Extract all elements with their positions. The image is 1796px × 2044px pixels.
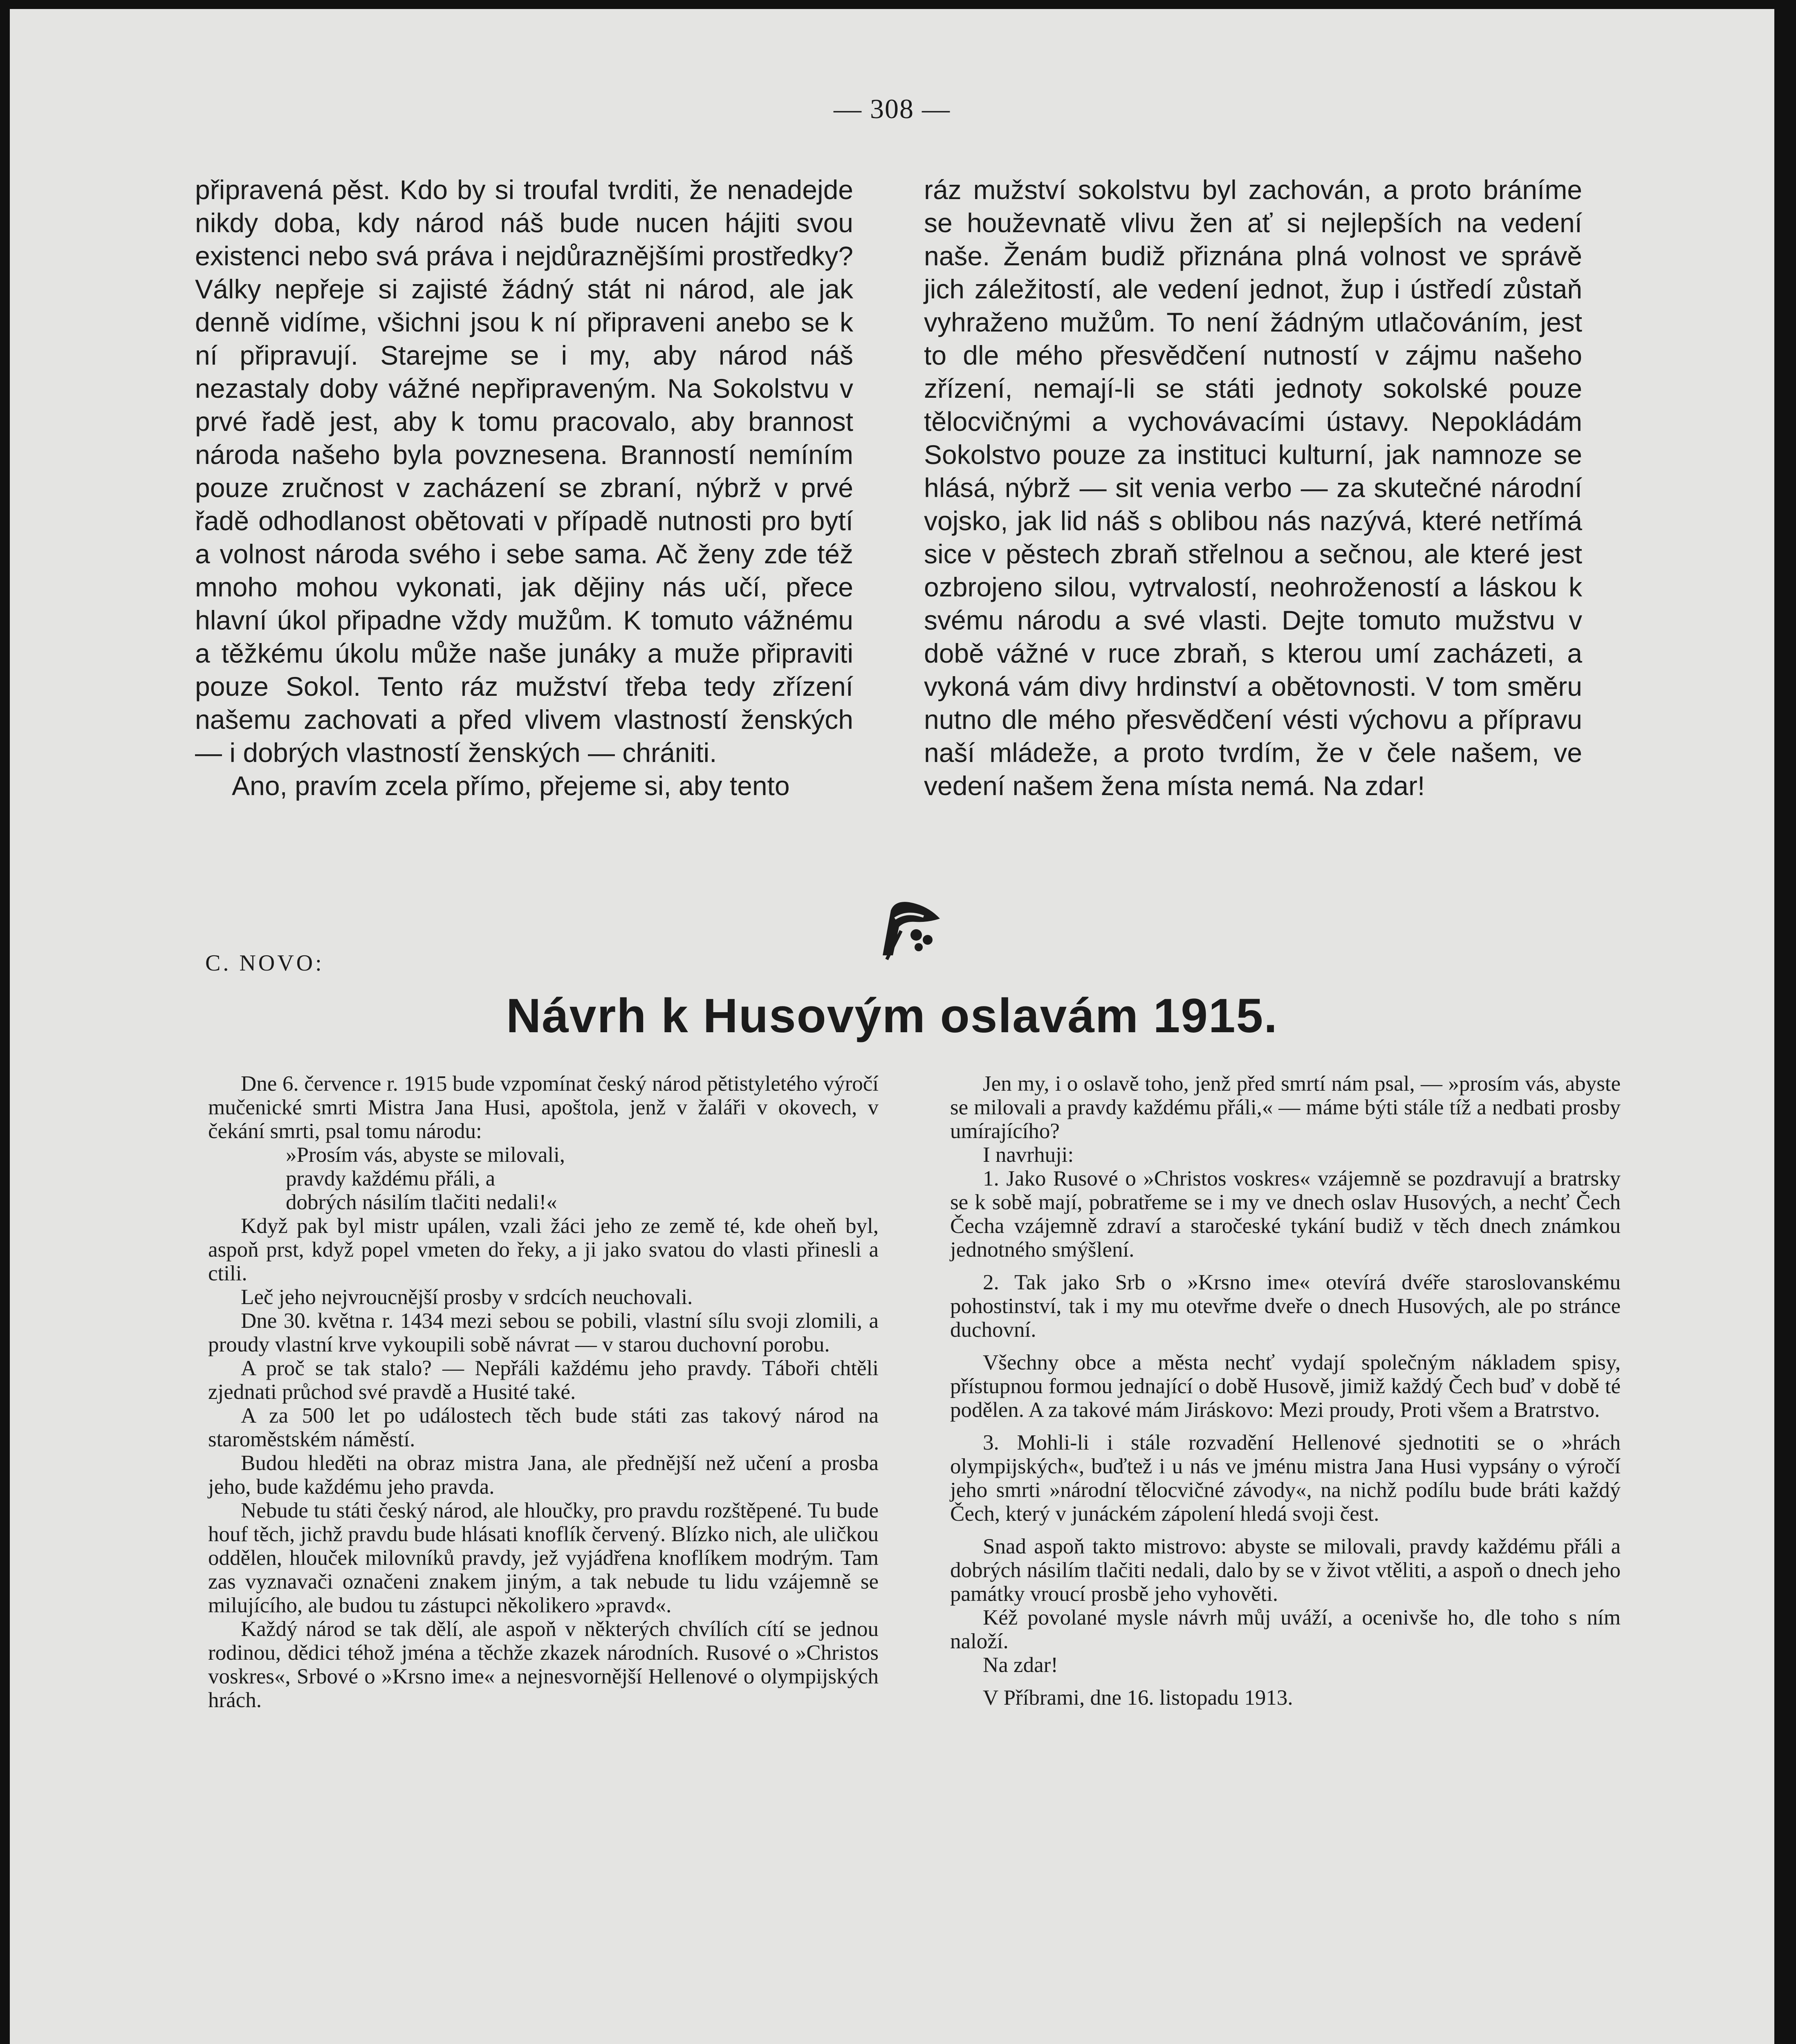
- paragraph: A proč se tak stalo? — Nepřáli každému jeho pravdy. Táboři chtěli zjednati průchod své pravdě a Husité také.: [208, 1356, 879, 1404]
- top-article-right-column: [924, 173, 1582, 802]
- paragraph: ráz mužství sokolstvu byl zachován, a proto bráníme se houževnatě vlivu žen ať si nejlepších na vedení naše. Ženám budiž přiznána plná volnost ve správě jich záležitostí, ale vedení jednot, žup i ústředí zůstaň vyhraženo mužům. To není žádným utlačováním, jest to dle mého přesvědčení nutností v zájmu našeho zřízení, nemají-li se státi jednoty sokolské pouze tělocvičnými a vychovávacími ústavy. Nepokládám Sokolstvo pouze za instituci kulturní, jak namnoze se hlásá, nýbrž — sit venia verbo — za skutečné národní vojsko, jak lid náš s oblibou nás nazývá, které netřímá sice v pěstech zbraň střelnou a sečnou, ale které jest ozbrojeno silou, vytrvalostí, neohrožeností a láskou k svému národu a své vlasti. Dejte tomuto mužstvu v době vážné v ruce zbraň, s kterou umí zacházeti, a vykoná vám divy hrdinství a obětovnosti. V tom směru nutno dle mého přesvědčení vésti výchovu a přípravu naší mládeže, a proto tvrdím, že v čele našem, ve vedení našem žena místa nemá. Na zdar!: [924, 175, 1582, 801]
- quote-line: dobrých násilím tlačiti nedali!«: [286, 1190, 557, 1214]
- quote-line: »Prosím vás, abyste se milovali,: [286, 1143, 565, 1167]
- article-title: Návrh k Husovým oslavám 1915.: [506, 989, 1278, 1043]
- paragraph: 1. Jako Rusové o »Christos voskres« vzájemně se pozdravují a bratrsky se k sobě mají, pobratřeme se i my ve dnech oslav Husových, a nechť Čech Čecha vzájemně zdraví a staročeské tykání budiž v těch dnech známkou jednotného smýšlení.: [950, 1167, 1621, 1262]
- article-byline: C. NOVO:: [205, 950, 324, 976]
- place-and-date: V Příbrami, dne 16. listopadu 1913.: [983, 1686, 1293, 1710]
- paragraph: Snad aspoň takto mistrovo: abyste se milovali, pravdy každému přáli a dobrých násilím tlačiti nedali, dalo by se v život vtěliti, a aspoň o dnech jeho památky vroucí prosbě jeho vyhověti.: [950, 1535, 1621, 1606]
- article-left-column: [208, 1072, 879, 1712]
- paragraph: Když pak byl mistr upálen, vzali žáci jeho ze země té, kde oheň byl, aspoň prst, když popel vmeten do řeky, a ji jako svatou do vlasti přinesli a ctili.: [208, 1214, 879, 1285]
- paragraph: 3. Mohli-li i stále rozvadění Hellenové sjednotiti se o »hrách olympijských«, buďtež i u nás ve jménu mistra Jana Husi vypsány o výročí jeho smrti »národní tělocvičné závody«, na nichž podílu bude bráti každý Čech, který v junáckém zápolení hledá svoji čest.: [950, 1431, 1621, 1526]
- paragraph: Dne 30. května r. 1434 mezi sebou se pobili, vlastní sílu svoji zlomili, a proudy vlastní krve vykoupili sobě návrat — v starou duchovní porobu.: [208, 1309, 879, 1356]
- paragraph: A za 500 let po událostech těch bude státi zas takový národ na staroměstském náměstí.: [208, 1404, 879, 1451]
- paragraph: připravená pěst. Kdo by si troufal tvrditi, že nenadejde nikdy doba, kdy národ náš bude nucen hájiti svou existenci nebo svá práva i nejdůraznějšími prostředky? Války nepřeje si zajisté žádný stát ni národ, ale jak denně vidíme, všichni jsou k ní připraveni anebo se k ní připravují. Starejme se i my, aby národ náš nezastaly doby vážné nepřipraveným. Na Sokolstvu v prvé řadě jest, aby k tomu pracovalo, aby brannost národa našeho byla povznesena. Branností nemíním pouze zručnost v zacházení se zbraní, nýbrž v prvé řadě odhodlanost obětovati v případě nutnosti pro bytí a volnost národa svého i sebe sama. Ač ženy zde též mnoho mohou vykonati, jak dějiny nás učí, přece hlavní úkol připadne vždy mužům. K tomuto vážnému a těžkému úkolu může naše junáky a muže připraviti pouze Sokol. Tento ráz mužství třeba tedy zřízení našemu zachovati a před vlivem vlastností ženských — i dobrých vlastností ženských — chrániti.: [195, 175, 853, 768]
- journal-page: [10, 9, 1774, 2044]
- paragraph: I navrhuji:: [983, 1143, 1074, 1167]
- closing-salutation: Na zdar!: [983, 1653, 1058, 1677]
- paragraph: Všechny obce a města nechť vydají společným nákladem spisy, přístupnou formou jednající o době Husově, jimiž každý Čech buď v době té podělen. A za takové mám Jiráskovo: Mezi proudy, Proti všem a Bratrstvo.: [950, 1351, 1621, 1422]
- paragraph: Jen my, i o oslavě toho, jenž před smrtí nám psal, — »prosím vás, abyste se milovali a pravdy každému přáli,« — máme býti stále tíž a nedbati prosby umírajícího?: [950, 1072, 1621, 1143]
- paragraph: 2. Tak jako Srb o »Krsno ime« otevírá dvéře staroslovanskému pohostinství, tak i my mu otevřme dveře o dnech Husových, ale po stránce duchovní.: [950, 1271, 1621, 1342]
- paragraph: Kéž povolané mysle návrh můj uváží, a ocenivše ho, dle toho s ním naloží.: [950, 1606, 1621, 1653]
- quote-line: pravdy každému přáli, a: [286, 1167, 496, 1190]
- paragraph: Každý národ se tak dělí, ale aspoň v některých chvílích cítí se jednou rodinou, dědici téhož jména a těchže zkazek národních. Rusové o »Christos voskres«, Srbové o »Krsno ime« a nejnesvornější Hellenové o olympijských hrách.: [208, 1617, 879, 1712]
- article-right-column: [950, 1072, 1621, 1710]
- page-number: — 308 —: [834, 93, 951, 124]
- paragraph: Nebude tu státi český národ, ale hloučky, pro pravdu rozštěpené. Tu bude houf těch, jichž pravdu bude hlásati knoflík červený. Blízko nich, ale uličkou oddělen, hlouček milovníků pravdy, jež vyjádřena knoflíkem modrým. Tam zas vyznavači označeni znakem jiným, a tak nebude tu lidu vzájemně se milujícího, ale budou tu zástupci několikero »pravd«.: [208, 1499, 879, 1617]
- paragraph: Dne 6. července r. 1915 bude vzpomínat český národ pětistyletého výročí mučenické smrti Mistra Jana Husi, apoštola, jenž v žaláři v okovech, v čekání smrti, psal tomu národu:: [208, 1072, 879, 1143]
- leaf-ornament-icon: [870, 894, 952, 964]
- top-article-left-column: [195, 173, 853, 802]
- paragraph: Ano, pravím zcela přímo, přejeme si, aby tento: [232, 771, 790, 801]
- paragraph: Leč jeho nejvroucnější prosby v srdcích neuchovali.: [241, 1285, 693, 1309]
- paragraph: Budou hleděti na obraz mistra Jana, ale přednější než učení a prosba jeho, bude každému jeho pravda.: [208, 1451, 879, 1499]
